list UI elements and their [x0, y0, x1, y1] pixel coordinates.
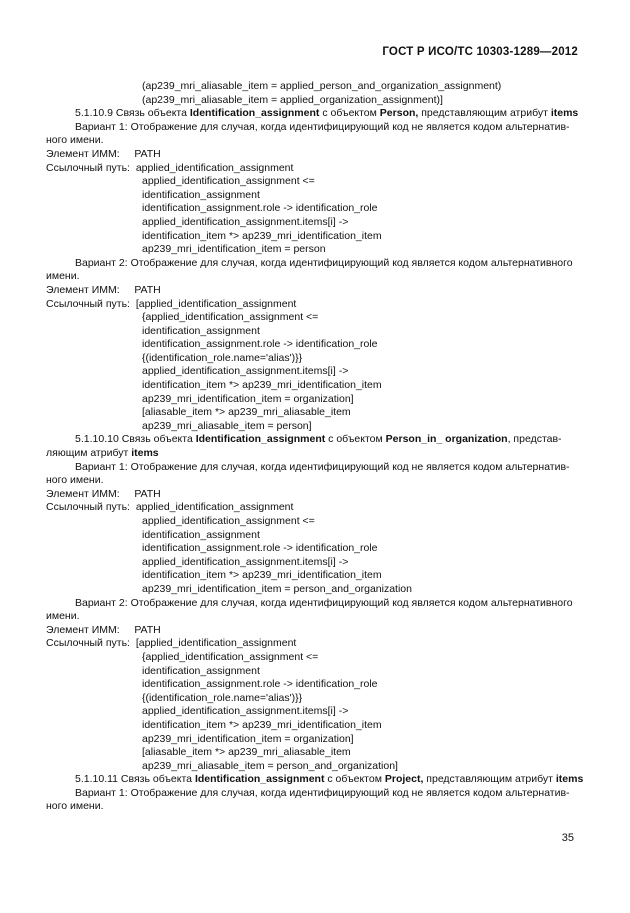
text-line: applied_identification_assignment.items[i] ->: [142, 365, 349, 378]
page-number: 35: [561, 832, 574, 844]
reference-path-row: Ссылочный путь: applied_identification_assignment: [46, 501, 294, 514]
imm-element-row: Элемент ИММ: PATH: [46, 283, 161, 296]
text-line: ap239_mri_identification_item = person_and_organization: [142, 582, 412, 595]
text-line: identification_item *> ap239_mri_identification_item: [142, 379, 382, 392]
text-line: (ap239_mri_aliasable_item = applied_person_and_organization_assignment): [142, 80, 502, 92]
section-heading: 5.1.10.9 Связь объекта Identification_assignment с объектом Person, представляющим атрибут items: [75, 107, 579, 120]
variant-text: Вариант 1: Отображение для случая, когда идентифицирующий код не является кодом альтернатив-: [75, 460, 570, 473]
text-line: имени.: [46, 270, 80, 283]
text-line: identification_assignment.role -> identification_role: [142, 338, 378, 351]
document-header: ГОСТ Р ИСО/ТС 10303-1289—2012: [382, 46, 578, 58]
text-line: identification_assignment: [142, 324, 260, 337]
section-heading: 5.1.10.11 Связь объекта Identification_assignment с объектом Project, представляющим атрибут items: [75, 773, 584, 786]
text-line: ного имени.: [46, 134, 104, 147]
text-line: ляющим атрибут items: [46, 447, 159, 460]
text-line: identification_assignment.role -> identification_role: [142, 542, 378, 555]
variant-text: Вариант 1: Отображение для случая, когда идентифицирующий код не является кодом альтернатив-: [75, 120, 570, 133]
text-line: identification_assignment: [142, 664, 260, 677]
text-line: {applied_identification_assignment <=: [142, 311, 319, 324]
text-line: ap239_mri_aliasable_item = person_and_organization]: [142, 759, 398, 772]
text-line: identification_assignment.role -> identification_role: [142, 202, 378, 215]
text-line: ap239_mri_identification_item = organization]: [142, 732, 354, 745]
text-line: applied_identification_assignment.items[i] ->: [142, 555, 349, 568]
text-line: ного имени.: [46, 474, 104, 487]
text-line: identification_assignment: [142, 188, 260, 201]
text-line: identification_assignment.role -> identification_role: [142, 678, 378, 691]
text-line: ap239_mri_aliasable_item = person]: [142, 419, 312, 432]
text-line: ap239_mri_identification_item = person: [142, 243, 326, 256]
reference-path-row: Ссылочный путь: [applied_identification_assignment: [46, 637, 297, 650]
imm-element-row: Элемент ИММ: PATH: [46, 623, 161, 636]
text-line: {(identification_role.name='alias')}}: [142, 691, 303, 704]
section-heading: 5.1.10.10 Связь объекта Identification_assignment с объектом Person_in_ organization, представ-: [75, 433, 562, 446]
text-line: [aliasable_item *> ap239_mri_aliasable_item: [142, 406, 351, 419]
text-line: identification_item *> ap239_mri_identification_item: [142, 569, 382, 582]
text-line: ного имени.: [46, 800, 104, 813]
variant-text: Вариант 2: Отображение для случая, когда идентифицирующий код является кодом альтернативного: [75, 596, 573, 609]
text-line: identification_item *> ap239_mri_identification_item: [142, 718, 382, 731]
text-line: identification_assignment: [142, 528, 260, 541]
document-body: [46, 80, 584, 814]
text-line: имени.: [46, 610, 80, 623]
variant-text: Вариант 1: Отображение для случая, когда идентифицирующий код не является кодом альтернатив-: [75, 786, 570, 799]
text-line: ap239_mri_identification_item = organization]: [142, 392, 354, 405]
imm-element-row: Элемент ИММ: PATH: [46, 487, 161, 500]
text-line: identification_item *> ap239_mri_identification_item: [142, 229, 382, 242]
text-line: {(identification_role.name='alias')}}: [142, 351, 303, 364]
variant-text: Вариант 2: Отображение для случая, когда идентифицирующий код является кодом альтернативного: [75, 256, 573, 269]
reference-path-row: Ссылочный путь: applied_identification_assignment: [46, 161, 294, 174]
reference-path-row: Ссылочный путь: [applied_identification_assignment: [46, 297, 297, 310]
text-line: applied_identification_assignment.items[i] ->: [142, 705, 349, 718]
text-line: (ap239_mri_aliasable_item = applied_organization_assignment)]: [142, 93, 443, 106]
text-line: applied_identification_assignment <=: [142, 175, 315, 188]
text-line: applied_identification_assignment <=: [142, 515, 315, 527]
imm-element-row: Элемент ИММ: PATH: [46, 147, 161, 160]
text-line: applied_identification_assignment.items[i] ->: [142, 215, 349, 228]
text-line: [aliasable_item *> ap239_mri_aliasable_item: [142, 746, 351, 759]
text-line: {applied_identification_assignment <=: [142, 650, 319, 663]
